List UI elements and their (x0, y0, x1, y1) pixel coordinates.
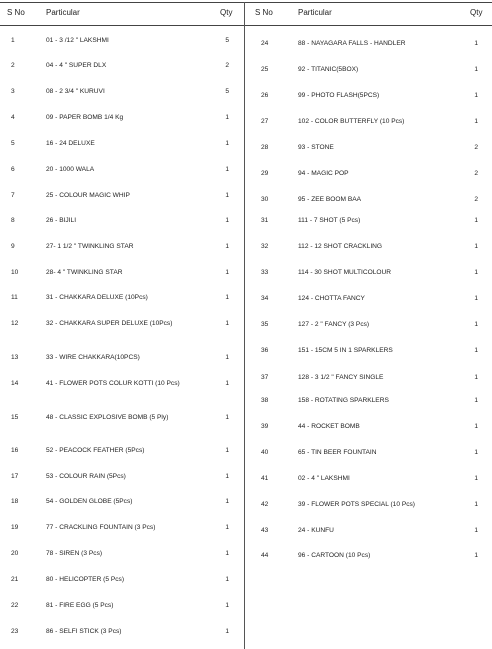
sno-cell: 17 (11, 473, 19, 480)
qty-cell: 1 (474, 475, 478, 482)
sno-cell: 33 (261, 269, 269, 276)
particular-cell: 02 - 4 " LAKSHMI (298, 475, 350, 482)
qty-cell: 1 (474, 118, 478, 125)
sno-cell: 43 (261, 527, 269, 534)
sno-cell: 2 (11, 62, 15, 69)
sno-cell: 27 (261, 118, 269, 125)
sno-cell: 11 (11, 294, 18, 301)
qty-cell: 1 (474, 243, 478, 250)
qty-cell: 1 (225, 524, 229, 531)
qty-cell: 1 (474, 397, 478, 404)
particular-cell: 54 - GOLDEN GLOBE (5Pcs) (46, 498, 133, 505)
qty-cell: 1 (474, 92, 478, 99)
sno-cell: 24 (261, 40, 269, 47)
qty-cell: 2 (225, 62, 229, 69)
sno-cell: 21 (11, 576, 19, 583)
qty-cell: 2 (474, 170, 478, 177)
sno-cell: 25 (261, 66, 269, 73)
sno-header: S No (255, 8, 273, 17)
qty-cell: 1 (225, 380, 229, 387)
particular-cell: 32 - CHAKKARA SUPER DELUXE (10Pcs) (46, 320, 173, 327)
sno-cell: 41 (261, 475, 269, 482)
particular-cell: 33 - WIRE CHAKKARA(10PCS) (46, 354, 140, 361)
sno-cell: 23 (11, 628, 19, 635)
sno-cell: 44 (261, 552, 269, 559)
particular-cell: 95 - ZEE BOOM BAA (298, 196, 362, 203)
particular-cell: 16 - 24 DELUXE (46, 140, 95, 147)
qty-cell: 1 (225, 414, 229, 421)
qty-cell: 1 (474, 423, 478, 430)
qty-cell: 1 (225, 294, 229, 301)
particular-cell: 86 - SELFI STICK (3 Pcs) (46, 628, 122, 635)
sno-cell: 28 (261, 144, 269, 151)
qty-cell: 1 (225, 243, 229, 250)
sno-cell: 36 (261, 347, 269, 354)
sno-cell: 16 (11, 447, 19, 454)
sno-cell: 34 (261, 295, 269, 302)
qty-cell: 1 (225, 628, 229, 635)
sno-cell: 26 (261, 92, 269, 99)
sno-cell: 18 (11, 498, 19, 505)
sno-cell: 1 (11, 37, 15, 44)
particular-cell: 128 - 3 1/2 " FANCY SINGLE (298, 374, 384, 381)
particular-cell: 41 - FLOWER POTS COLUR KOTTI (10 Pcs) (46, 380, 180, 387)
particular-cell: 26 - BIJILI (46, 217, 77, 224)
qty-cell: 5 (225, 37, 229, 44)
sno-cell: 29 (261, 170, 269, 177)
particular-cell: 65 - TIN BEER FOUNTAIN (298, 449, 377, 456)
sno-cell: 22 (11, 602, 19, 609)
particular-cell: 44 - ROCKET BOMB (298, 423, 360, 430)
particular-cell: 112 - 12 SHOT CRACKLING (298, 243, 383, 250)
qty-cell: 1 (225, 217, 229, 224)
qty-cell: 1 (225, 320, 229, 327)
particular-cell: 158 - ROTATING SPARKLERS (298, 397, 389, 404)
sno-cell: 15 (11, 414, 19, 421)
sno-cell: 31 (261, 217, 269, 224)
qty-cell: 2 (474, 144, 478, 151)
sno-cell: 3 (11, 88, 15, 95)
sno-cell: 39 (261, 423, 269, 430)
sno-cell: 20 (11, 550, 19, 557)
particular-cell: 102 - COLOR BUTTERFLY (10 Pcs) (298, 118, 405, 125)
sno-cell: 19 (11, 524, 19, 531)
particular-cell: 88 - NAYAGARA FALLS - HANDLER (298, 40, 406, 47)
qty-cell: 1 (474, 321, 478, 328)
qty-cell: 1 (225, 114, 229, 121)
right-table (245, 0, 492, 649)
qty-cell: 1 (474, 501, 478, 508)
qty-cell: 1 (225, 498, 229, 505)
qty-cell: 1 (474, 527, 478, 534)
sno-cell: 13 (11, 354, 19, 361)
particular-cell: 27- 1 1/2 " TWINKLING STAR (46, 243, 134, 250)
qty-cell: 1 (474, 217, 478, 224)
qty-header: Qty (470, 8, 483, 17)
qty-cell: 5 (225, 88, 229, 95)
sno-cell: 5 (11, 140, 15, 147)
particular-cell: 08 - 2 3/4 " KURUVI (46, 88, 105, 95)
particular-cell: 31 - CHAKKARA DELUXE (10Pcs) (46, 294, 148, 301)
qty-cell: 1 (474, 374, 478, 381)
particular-cell: 39 - FLOWER POTS SPECIAL (10 Pcs) (298, 501, 416, 508)
sno-cell: 10 (11, 269, 19, 276)
qty-cell: 1 (225, 550, 229, 557)
particular-cell: 114 - 30 SHOT MULTICOLOUR (298, 269, 392, 276)
left-table (0, 0, 244, 649)
qty-cell: 1 (225, 602, 229, 609)
particular-header: Particular (298, 8, 332, 17)
qty-cell: 1 (474, 449, 478, 456)
sno-cell: 12 (11, 320, 19, 327)
left-table-header (0, 2, 244, 26)
sno-cell: 38 (261, 397, 269, 404)
sno-header: S No (7, 8, 25, 17)
sno-cell: 30 (261, 196, 269, 203)
particular-cell: 93 - STONE (298, 144, 334, 151)
sno-cell: 8 (11, 217, 15, 224)
particular-header: Particular (46, 8, 80, 17)
qty-header: Qty (220, 8, 233, 17)
particular-cell: 127 - 2 " FANCY (3 Pcs) (298, 321, 370, 328)
particular-cell: 99 - PHOTO FLASH(5PCS) (298, 92, 380, 99)
sno-cell: 14 (11, 380, 19, 387)
particular-cell: 111 - 7 SHOT (5 Pcs) (298, 217, 361, 224)
sno-cell: 7 (11, 192, 15, 199)
sno-cell: 32 (261, 243, 269, 250)
qty-cell: 1 (225, 447, 229, 454)
qty-cell: 1 (225, 192, 229, 199)
particular-cell: 77 - CRACKLING FOUNTAIN (3 Pcs) (46, 524, 156, 531)
particular-cell: 96 - CARTOON (10 Pcs) (298, 552, 371, 559)
right-table-header (245, 2, 492, 26)
particular-cell: 81 - FIRE EGG (5 Pcs) (46, 602, 114, 609)
particular-cell: 20 - 1000 WALA (46, 166, 95, 173)
particular-cell: 01 - 3 /12 " LAKSHMI (46, 37, 109, 44)
sno-cell: 37 (261, 374, 269, 381)
particular-cell: 53 - COLOUR RAIN (5Pcs) (46, 473, 126, 480)
particular-cell: 28- 4 " TWINKLING STAR (46, 269, 123, 276)
particular-cell: 78 - SIREN (3 Pcs) (46, 550, 103, 557)
sno-cell: 9 (11, 243, 15, 250)
qty-cell: 1 (474, 269, 478, 276)
qty-cell: 1 (225, 166, 229, 173)
sno-cell: 40 (261, 449, 269, 456)
sno-cell: 42 (261, 501, 269, 508)
qty-cell: 1 (225, 354, 229, 361)
particular-cell: 09 - PAPER BOMB 1/4 Kg (46, 114, 124, 121)
qty-cell: 1 (474, 66, 478, 73)
qty-cell: 1 (474, 347, 478, 354)
qty-cell: 1 (225, 269, 229, 276)
qty-cell: 1 (225, 140, 229, 147)
particular-cell: 124 - CHOTTA FANCY (298, 295, 365, 302)
particular-cell: 25 - COLOUR MAGIC WHIP (46, 192, 130, 199)
qty-cell: 1 (474, 552, 478, 559)
sno-cell: 6 (11, 166, 15, 173)
particular-cell: 92 - TITANIC(5BOX) (298, 66, 359, 73)
particular-cell: 04 - 4 " SUPER DLX (46, 62, 107, 69)
particular-cell: 24 - KUNFU (298, 527, 334, 534)
particular-cell: 151 - 15CM 5 IN 1 SPARKLERS (298, 347, 393, 354)
sno-cell: 4 (11, 114, 15, 121)
qty-cell: 1 (474, 295, 478, 302)
qty-cell: 2 (474, 196, 478, 203)
particular-cell: 48 - CLASSIC EXPLOSIVE BOMB (5 Ply) (46, 414, 169, 421)
sno-cell: 35 (261, 321, 269, 328)
particular-cell: 94 - MAGIC POP (298, 170, 349, 177)
qty-cell: 1 (225, 576, 229, 583)
particular-cell: 52 - PEACOCK FEATHER (5Pcs) (46, 447, 145, 454)
particular-cell: 80 - HELICOPTER (5 Pcs) (46, 576, 125, 583)
qty-cell: 1 (474, 40, 478, 47)
qty-cell: 1 (225, 473, 229, 480)
